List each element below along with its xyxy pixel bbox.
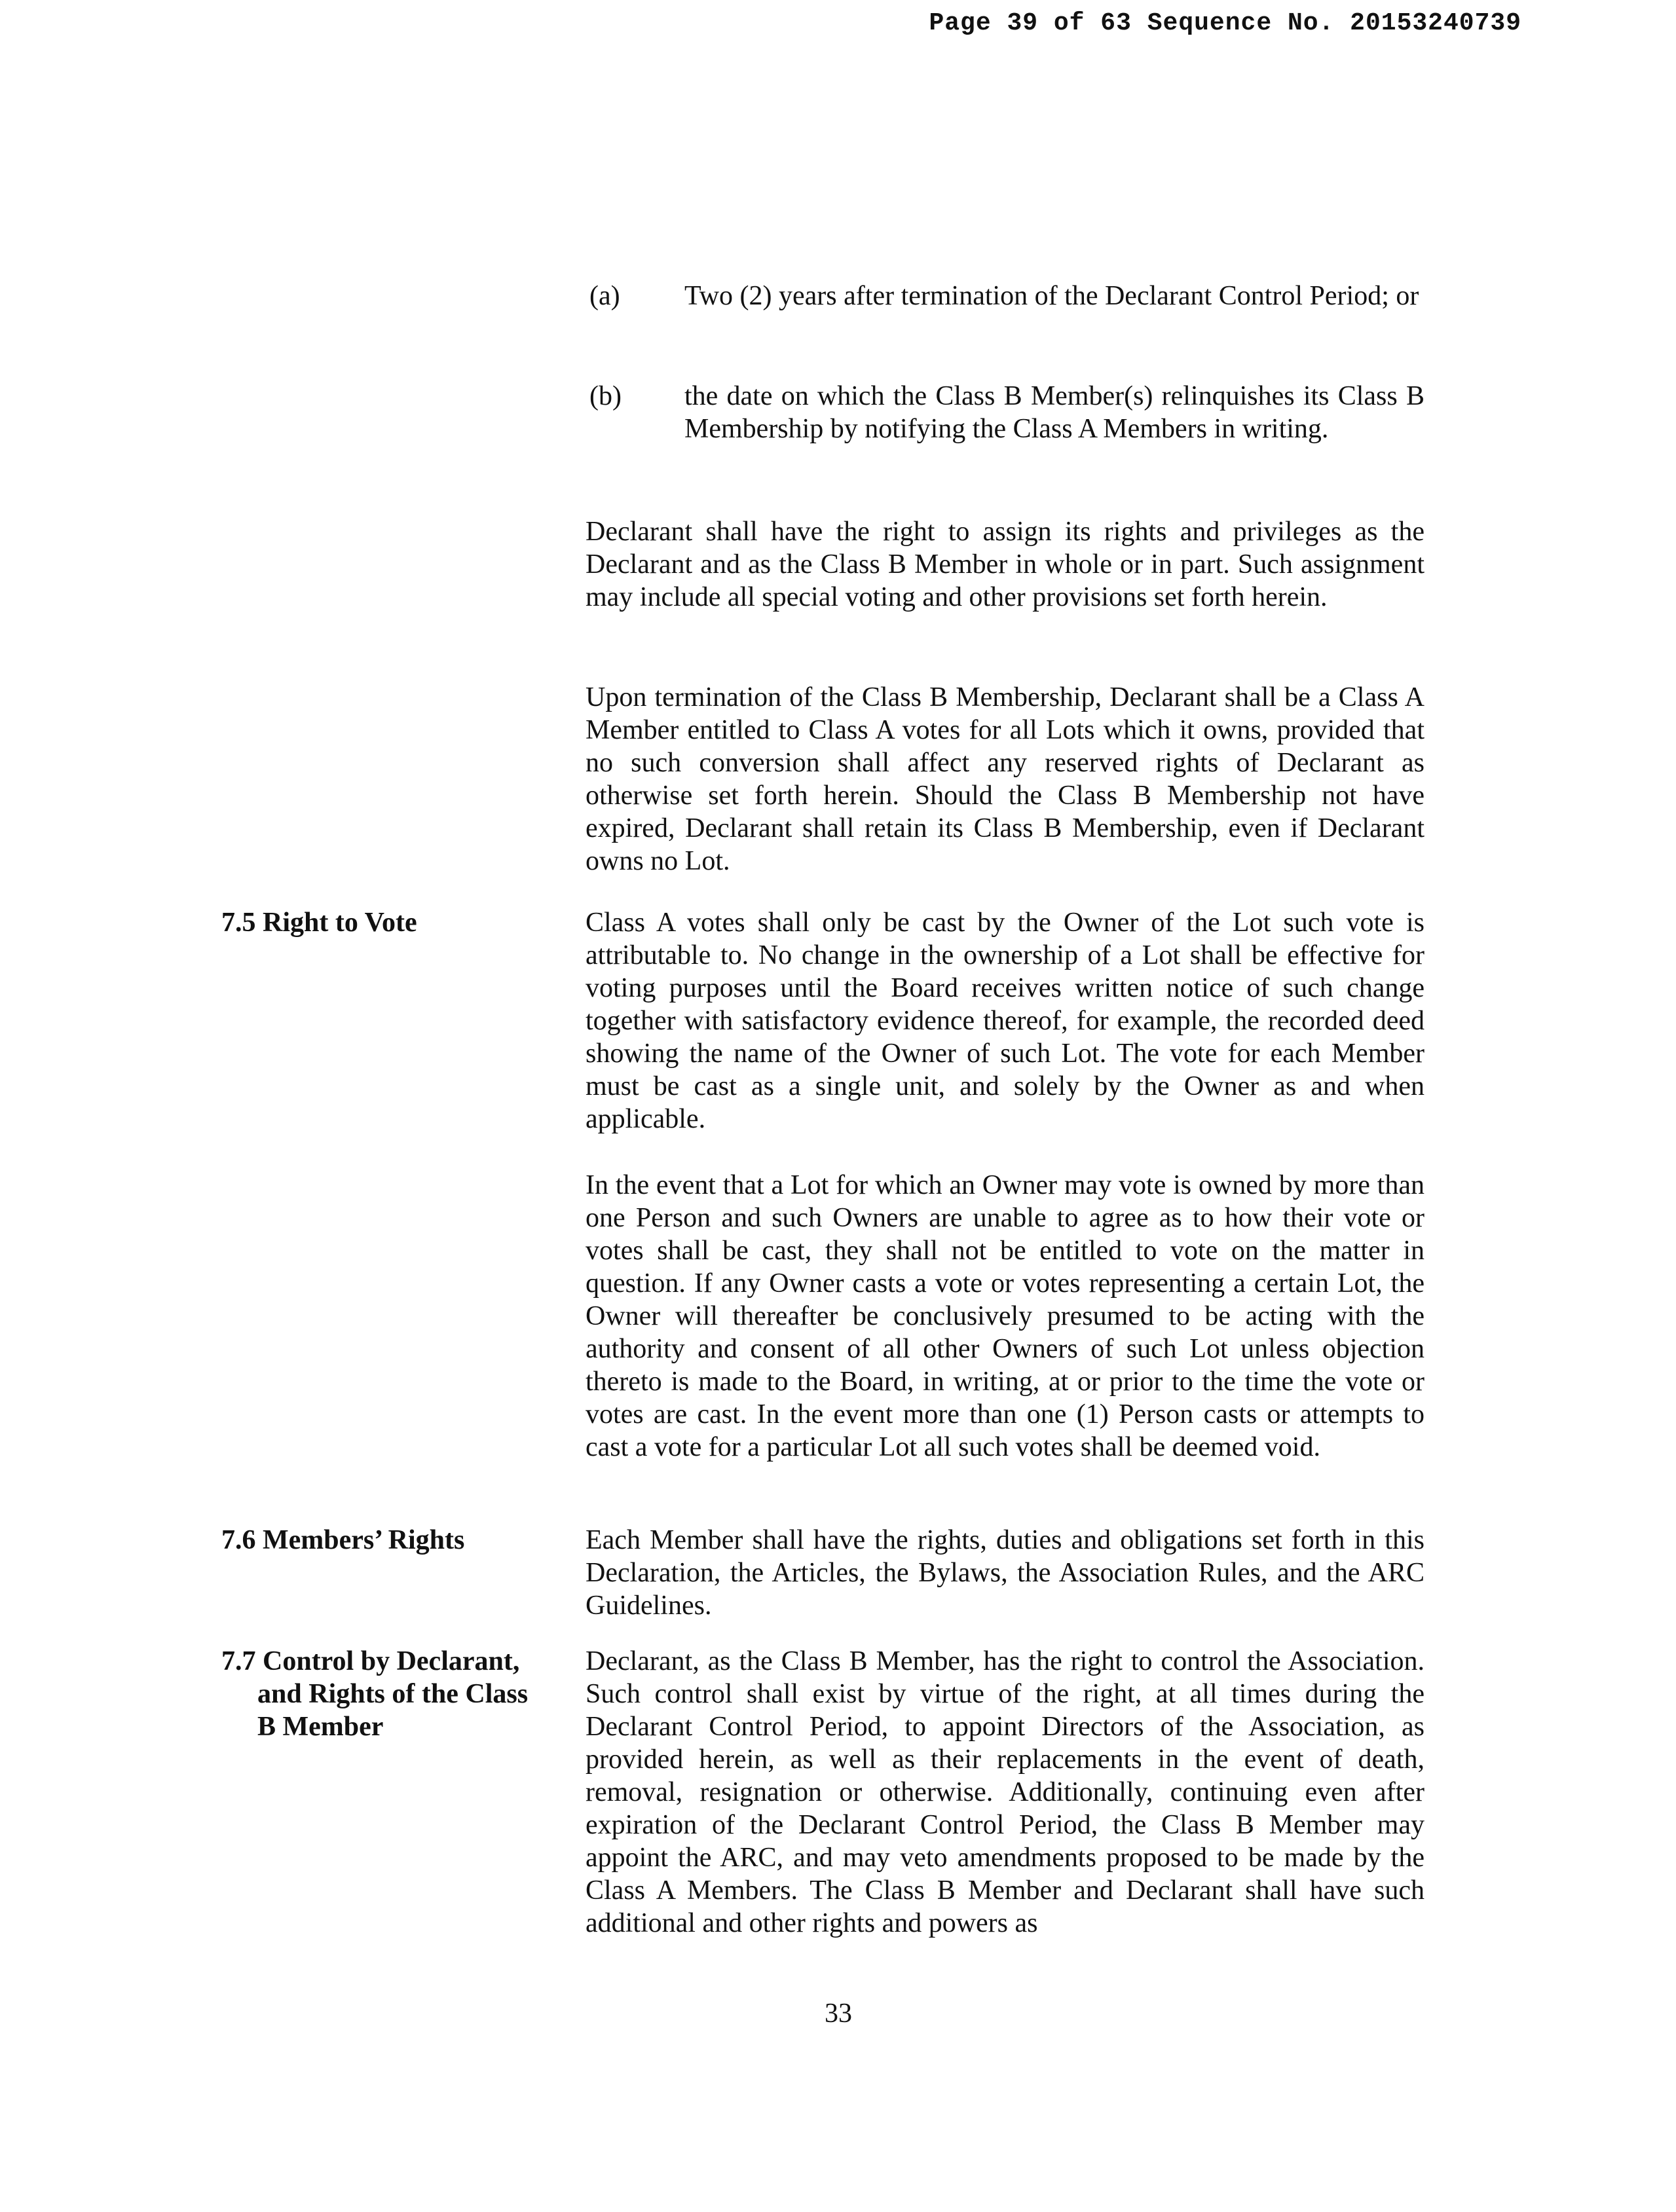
section-heading-7-6: 7.6 Members’ Rights [221, 1525, 465, 1555]
section-7-5-paragraph-2: In the event that a Lot for which an Owner may vote is owned by more than one Person and such Owners are unable to agree as to how their vote or votes shall be cast, they shall not be entitled to vote on the matter in question. If any Owner casts a vote or votes representing a certain Lot, the Owner will thereafter be conclusively presumed to be acting with the authority and consent of all other Owners of such Lot unless objection thereto is made to the Board, in writing, at or prior to the time the vote or votes are cast. In the event more than one (1) Person casts or attempts to cast a vote for a particular Lot all such votes shall be deemed void. [586, 1170, 1425, 1462]
paragraph-termination: Upon termination of the Class B Membership, Declarant shall be a Class A Member entitled to Class A votes for all Lots which it owns, provided that no such conversion shall affect any reserved rights of Declarant as otherwise set forth herein. Should the Class B Membership not have expired, Declarant shall retain its Class B Membership, even if Declarant owns no Lot. [586, 682, 1425, 876]
section-heading-7-7 [221, 1645, 549, 1743]
section-7-6-paragraph: Each Member shall have the rights, duties and obligations set forth in this Declaration, the Articles, the Bylaws, the Association Rules, and the ARC Guidelines. [586, 1525, 1425, 1621]
paragraph-assign-rights: Declarant shall have the right to assign its rights and privileges as the Declarant and as the Class B Member in whole or in part. Such assignment may include all special voting and other provisions set forth herein. [586, 517, 1425, 612]
heading-line: 7.7 Control by Declarant, [221, 1646, 520, 1676]
heading-line: B Member [257, 1712, 384, 1742]
page-number: 33 [825, 1999, 852, 2029]
section-7-5-paragraph-1: Class A votes shall only be cast by the Owner of the Lot such vote is attributable to. No change in the ownership of a Lot shall be effective for voting purposes until the Board receives written notice of such change together with satisfactory evidence thereof, for example, the recorded deed showing the name of the Owner of such Lot. The vote for each Member must be cast as a single unit, and solely by the Owner as and when applicable. [586, 908, 1425, 1134]
list-item-text: Two (2) years after termination of the Declarant Control Period; or [684, 281, 1419, 311]
list-item-a [589, 280, 1425, 312]
section-heading-7-5: 7.5 Right to Vote [221, 908, 417, 938]
list-item-label: (a) [589, 281, 620, 311]
header-stamp: Page 39 of 63 Sequence No. 20153240739 [929, 9, 1521, 37]
list-item-label: (b) [589, 381, 622, 411]
list-item-text: the date on which the Class B Member(s) relinquishes its Class B Membership by notifying the Class A Members in writing. [684, 381, 1425, 444]
section-7-7-paragraph: Declarant, as the Class B Member, has the right to control the Association. Such control shall exist by virtue of the right, at all times during the Declarant Control Period, to appoint Directors of the Association, as provided herein, as well as their replacements in the event of death, removal, resignation or otherwise. Additionally, continuing even after expiration of the Declarant Control Period, the Class B Member may appoint the ARC, and may veto amendments proposed to be made by the Class A Members. The Class B Member and Declarant shall have such additional and other rights and powers as [586, 1646, 1425, 1938]
heading-line: and Rights of the Class [257, 1679, 529, 1709]
list-item-b [589, 380, 1425, 445]
